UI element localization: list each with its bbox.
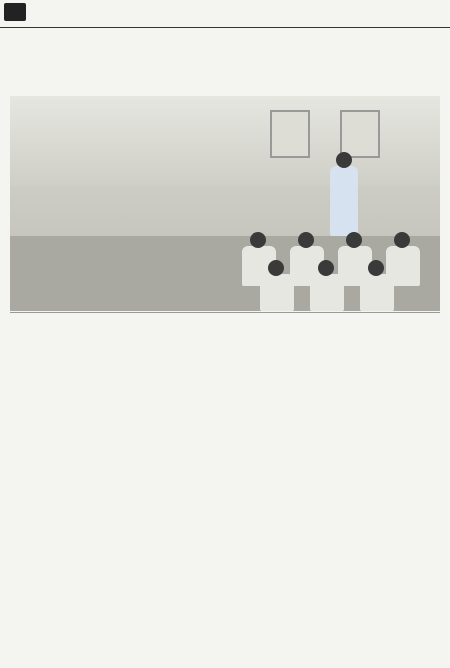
photo-inmate-head — [268, 260, 284, 276]
photo-inmate — [310, 274, 344, 311]
photo-inmate-head — [394, 232, 410, 248]
photo-inmate-head — [346, 232, 362, 248]
intro-text — [18, 118, 228, 119]
photo-officer-head — [336, 152, 352, 168]
photo-window — [270, 110, 310, 158]
photo-inmate-head — [298, 232, 314, 248]
article-photo — [10, 96, 440, 311]
masthead — [0, 0, 450, 28]
photo-inmate-head — [368, 260, 384, 276]
divider — [10, 312, 440, 313]
photo-window — [340, 110, 380, 158]
photo-officer — [330, 166, 358, 236]
photo-inmate-head — [250, 232, 266, 248]
page-number — [4, 3, 26, 21]
photo-inmate — [260, 274, 294, 311]
photo-inmate — [360, 274, 394, 311]
photo-inmate-head — [318, 260, 334, 276]
